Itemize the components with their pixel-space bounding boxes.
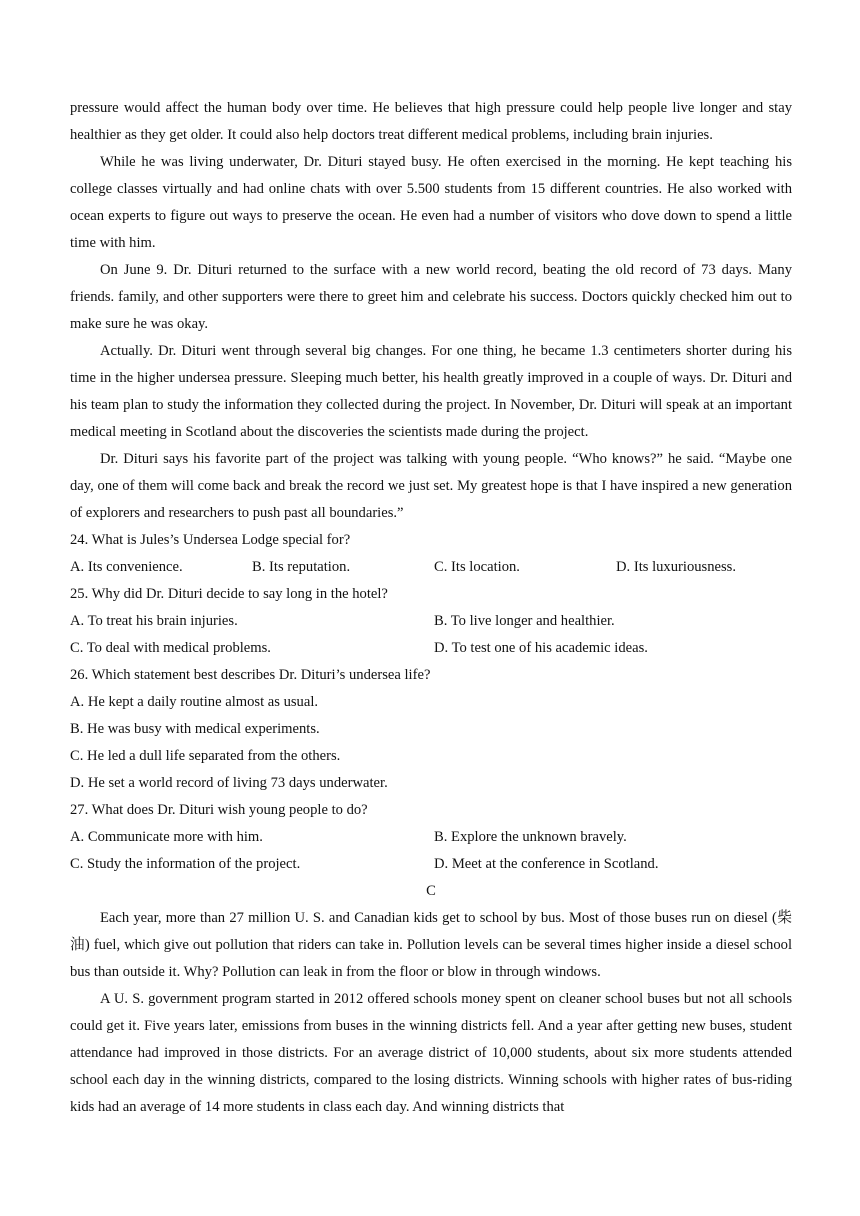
passage-b-paragraph: Dr. Dituri says his favorite part of the project was talking with young people. “Who knows?” he said. “Maybe one day, one of them will come back and break the record we just set. My greatest hope is that I have inspired a new generation of explorers and researchers to push past all boundaries.” xyxy=(70,451,792,521)
option-c: C. To deal with medical problems. xyxy=(70,640,271,656)
option-b: B. He was busy with medical experiments. xyxy=(70,721,320,737)
passage-c-paragraph: Each year, more than 27 million U. S. and Canadian kids get to school by bus. Most of those buses run on diesel (柴油) fuel, which give out pollution that riders can take in. Pollution levels can be several times higher inside a diesel school bus than outside it. Why? Pollution can leak in from the floor or blow in through windows. xyxy=(70,910,792,980)
passage-b-paragraph: Actually. Dr. Dituri went through several big changes. For one thing, he became 1.3 centimeters shorter during his time in the higher undersea pressure. Sleeping much better, his health greatly improved in a couple of ways. Dr. Dituri and his team plan to study the information they collected during the project. In November, Dr. Dituri will speak at an important medical meeting in Scotland about the discoveries the scientists made during the project. xyxy=(70,343,792,440)
option-b: B. To live longer and healthier. xyxy=(434,613,615,629)
option-c: C. Study the information of the project. xyxy=(70,856,301,872)
option-d: D. He set a world record of living 73 days underwater. xyxy=(70,775,388,791)
question-25 xyxy=(70,581,792,662)
option-b: B. Its reputation. xyxy=(252,559,351,575)
passage-b-paragraph: While he was living underwater, Dr. Dituri stayed busy. He often exercised in the morning. He kept teaching his college classes virtually and had online chats with over 5.500 students from 15 different countries. He also worked with ocean experts to figure out ways to preserve the ocean. He even had a number of visitors who dove down to spend a little time with him. xyxy=(70,154,792,251)
question-stem: 27. What does Dr. Dituri wish young people to do? xyxy=(70,802,368,818)
question-stem: 24. What is Jules’s Undersea Lodge special for? xyxy=(70,532,351,548)
passage-c-paragraph: A U. S. government program started in 2012 offered schools money spent on cleaner school buses but not all schools could get it. Five years later, emissions from buses in the winning districts fell. And a year after getting new buses, student attendance had improved in those districts. For an average district of 10,000 students, about six more students attended school each day in the winning districts, compared to the losing districts. Winning schools with higher rates of bus-riding kids had an average of 14 more students in class each day. And winning districts that xyxy=(70,991,792,1115)
option-c: C. He led a dull life separated from the others. xyxy=(70,748,341,764)
option-a: A. Its convenience. xyxy=(70,559,183,575)
option-c: C. Its location. xyxy=(434,559,520,575)
question-26 xyxy=(70,662,792,797)
section-heading: C xyxy=(426,883,436,899)
question-27 xyxy=(70,797,792,878)
option-a: A. To treat his brain injuries. xyxy=(70,613,238,629)
passage-b-paragraph-continued: pressure would affect the human body over time. He believes that high pressure could help people live longer and stay healthier as they get older. It could also help doctors treat different medical problems, including brain injuries. xyxy=(70,100,792,143)
option-a: A. He kept a daily routine almost as usual. xyxy=(70,694,319,710)
answer-options xyxy=(70,608,792,662)
answer-options xyxy=(70,554,792,581)
passage-b-paragraph: On June 9. Dr. Dituri returned to the surface with a new world record, beating the old record of 73 days. Many friends. family, and other supporters were there to greet him and celebrate his success. Doctors quickly checked him out to make sure he was okay. xyxy=(70,262,792,332)
option-d: D. Meet at the conference in Scotland. xyxy=(434,856,659,872)
question-24 xyxy=(70,527,792,581)
answer-options xyxy=(70,824,792,878)
option-d: D. Its luxuriousness. xyxy=(616,559,736,575)
question-stem: 25. Why did Dr. Dituri decide to say long in the hotel? xyxy=(70,586,388,602)
option-b: B. Explore the unknown bravely. xyxy=(434,829,627,845)
document-body xyxy=(70,95,792,1121)
option-d: D. To test one of his academic ideas. xyxy=(434,640,648,656)
question-stem: 26. Which statement best describes Dr. Dituri’s undersea life? xyxy=(70,667,431,683)
option-a: A. Communicate more with him. xyxy=(70,829,263,845)
